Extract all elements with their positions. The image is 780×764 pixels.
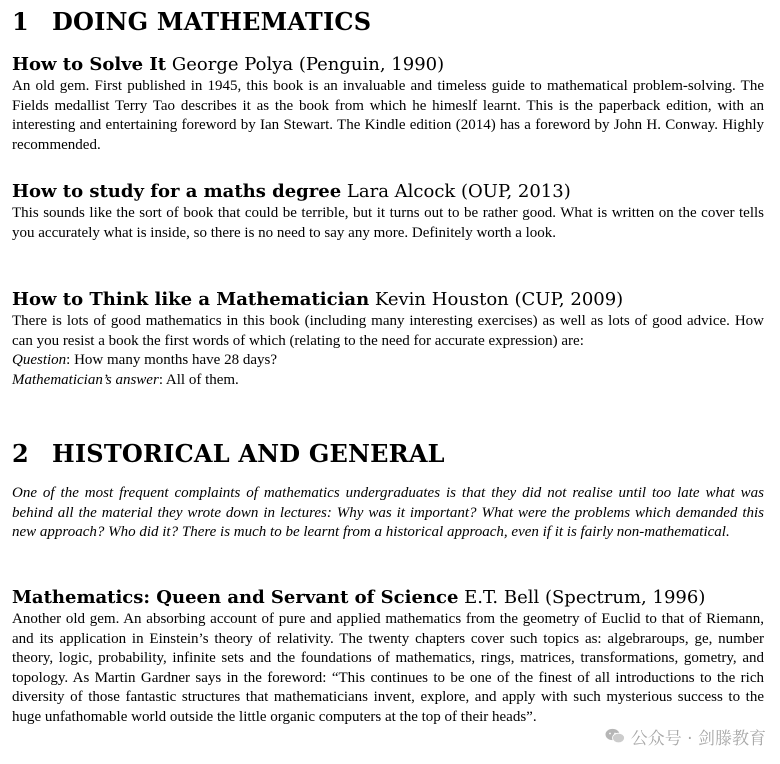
book-meta: George Polya (Penguin, 1990) — [171, 54, 445, 75]
wechat-icon — [605, 728, 625, 744]
section-2-heading — [12, 440, 764, 468]
book-description: An old gem. First published in 1945, this book is an invaluable and timeless guide to mathematical problem-solving. The Fields medallist Terry Tao describes it as the book from which he himeslf learnt. This is the paperback edition, with an interesting and entertaining foreword by Ian Stewart. The Kindle edition (2014) has a foreword by John H. Conway. Highly recommended. — [12, 78, 764, 153]
question-label: Question — [12, 352, 67, 369]
book-entry — [12, 53, 764, 155]
book-meta: Kevin Houston (CUP, 2009) — [374, 289, 624, 310]
section-number: 2 — [12, 439, 29, 468]
watermark-text: 公众号 · 剑滕教育 — [630, 728, 766, 749]
book-description: There is lots of good mathematics in this book (including many interesting exercises) as well as lots of good advice. How can you resist a book the first words of which (relating to the need for accurate expression) are: — [12, 313, 764, 349]
answer-text: : All of them. — [158, 371, 239, 388]
watermark — [605, 722, 766, 750]
section-1-heading — [12, 8, 764, 36]
book-title: How to study for a maths degree — [12, 181, 342, 202]
section-title: DOING MATHEMATICS — [52, 7, 372, 36]
book-meta: E.T. Bell (Spectrum, 1996) — [464, 587, 706, 608]
book-title: Mathematics: Queen and Servant of Science — [12, 587, 459, 608]
book-title: How to Think like a Mathematician — [12, 289, 370, 310]
answer-label: Mathematician’s answer — [12, 371, 159, 388]
section-title: HISTORICAL AND GENERAL — [52, 439, 445, 468]
intro-text: One of the most frequent complaints of mathematics undergraduates is that they did not realise until too late what was behind all the material they wrote down in lectures: Why was it important? What were the problems which demanded this new approach? Who did it? There is much to be learnt from a historical approach, even if it is fairly non-mathematical. — [12, 485, 764, 541]
question-text: : How many months have 28 days? — [66, 352, 277, 369]
book-title: How to Solve It — [12, 54, 167, 75]
book-description: This sounds like the sort of book that could be terrible, but it turns out to be rather good. What is written on the cover tells you accurately what is inside, so there is no need to say any more. Definitely worth a look. — [12, 205, 764, 241]
section-number: 1 — [12, 7, 29, 36]
book-description: Another old gem. An absorbing account of pure and applied mathematics from the geometry of Euclid to that of Riemann, and its application in Einstein’s theory of relativity. The twenty chapters cover such topics as: algebraroups, ge, number theory, logic, probability, infinite sets and the foundations of mathematics, rings, matrices, transformations, gometry, and topology. As Martin Gardner says in the foreword: “This continues to be one of the finest of all introductions to the rich diversity of those fantastic structures that mathematicians invent, explore, and apply with such mysterious success to the huge unfathomable world outside the little organic computers at the top of their heads”. — [12, 611, 764, 725]
question-line — [12, 351, 764, 371]
section-intro — [12, 484, 764, 543]
book-entry — [12, 288, 764, 390]
book-entry — [12, 180, 764, 243]
book-meta: Lara Alcock (OUP, 2013) — [346, 181, 571, 202]
book-entry — [12, 586, 764, 728]
answer-line — [12, 371, 764, 391]
